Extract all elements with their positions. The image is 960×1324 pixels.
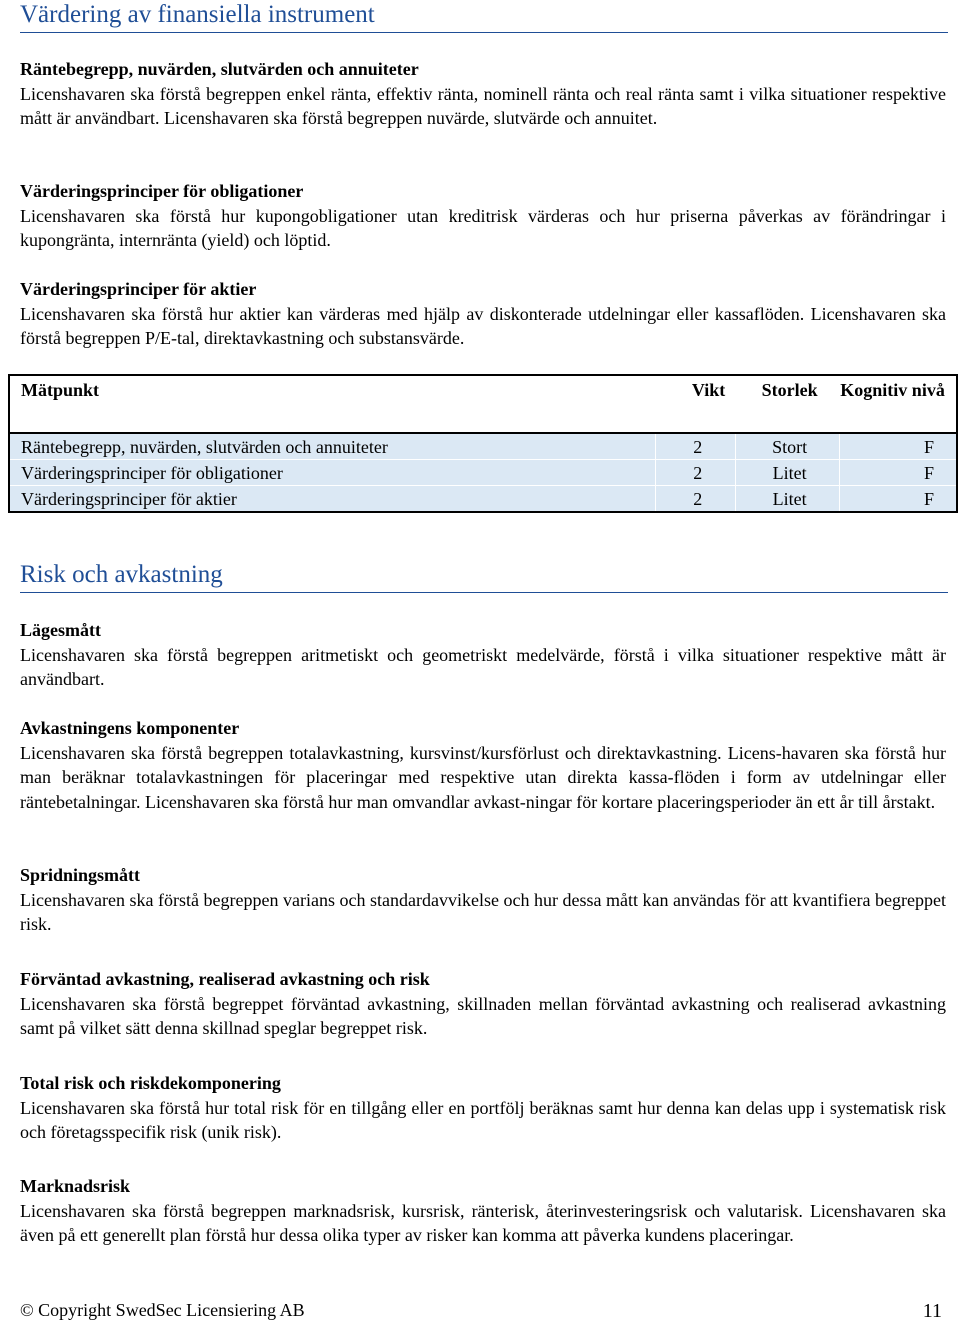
block-heading: Lägesmått xyxy=(20,620,101,640)
table-header-row xyxy=(9,375,957,433)
block-central-tendency xyxy=(20,618,946,692)
block-heading: Marknadsrisk xyxy=(20,1176,131,1196)
block-bond-valuation xyxy=(20,179,946,253)
cell-niva: F xyxy=(839,486,957,513)
header-matpunkt: Mätpunkt xyxy=(9,375,655,433)
block-text: Licenshavaren ska förstå begreppen enkel ränta, effektiv ränta, nominell ränta och real ränta samt i vilka situationer respektive mått är användbart. Licenshavaren ska förstå begreppen nuvärde, slutvärde och annuitet. xyxy=(20,83,946,128)
block-stock-valuation xyxy=(20,277,946,351)
header-storlek: Storlek xyxy=(735,375,839,433)
block-return-components xyxy=(20,716,946,814)
cell-storlek: Litet xyxy=(735,460,839,486)
cell-matpunkt: Värderingsprinciper för aktier xyxy=(9,486,655,513)
block-market-risk xyxy=(20,1174,946,1248)
block-heading: Spridningsmått xyxy=(20,865,141,885)
block-text: Licenshavaren ska förstå begreppen marknadsrisk, kursrisk, ränterisk, återinvesteringsrisk och valutarisk. Licenshavaren ska även på ett generellt plan förstå hur dessa olika typer av risker kan komma att påverka kundens placeringar. xyxy=(20,1200,946,1245)
cell-storlek: Litet xyxy=(735,486,839,513)
cell-vikt: 2 xyxy=(655,460,735,486)
block-total-risk xyxy=(20,1071,946,1145)
cell-storlek: Stort xyxy=(735,433,839,460)
block-text: Licenshavaren ska förstå begreppet förväntad avkastning, skillnaden mellan förväntad avkastning och realiserad avkastning samt på vilket sätt denna skillnad speglar begreppet risk. xyxy=(20,993,946,1038)
block-dispersion xyxy=(20,863,946,937)
block-heading: Räntebegrepp, nuvärden, slutvärden och annuiteter xyxy=(20,59,419,79)
block-text: Licenshavaren ska förstå begreppen varians och standardavvikelse och hur dessa mått kan användas för att kvantifiera begreppet risk. xyxy=(20,889,946,934)
block-text: Licenshavaren ska förstå hur aktier kan värderas med hjälp av diskonterade utdelningar eller kassaflöden. Licenshavaren ska förstå begreppen P/E-tal, direktavkastning och substansvärde. xyxy=(20,303,946,348)
header-vikt: Vikt xyxy=(655,375,735,433)
cell-matpunkt: Räntebegrepp, nuvärden, slutvärden och annuiteter xyxy=(9,433,655,460)
block-heading: Värderingsprinciper för aktier xyxy=(20,279,257,299)
block-text: Licenshavaren ska förstå begreppen totalavkastning, kursvinst/kursförlust och direktavkastning. Licens-havaren ska förstå hur man beräknar totalavkastningen för placeringar med respektive utan direkta kassa-flöden i form av utdelningar eller räntebetalningar. Licenshavaren ska förstå hur man omvandlar avkast-ningar för kortare placeringsperioder än ett år till årstakt. xyxy=(20,742,946,812)
section-title-valuation: Värdering av finansiella instrument xyxy=(20,0,948,33)
header-kognitiv-niva: Kognitiv nivå xyxy=(839,375,957,433)
cell-niva: F xyxy=(839,433,957,460)
table-row xyxy=(9,486,957,513)
cell-vikt: 2 xyxy=(655,486,735,513)
cell-niva: F xyxy=(839,460,957,486)
block-text: Licenshavaren ska förstå hur kupongobligationer utan kreditrisk värderas och hur priserna påverkas av förändringar i kupongränta, internränta (yield) och löptid. xyxy=(20,205,946,250)
block-heading: Avkastningens komponenter xyxy=(20,718,240,738)
block-text: Licenshavaren ska förstå begreppen aritmetiskt och geometriskt medelvärde, förstå i vilka situationer respektive mått är användbart. xyxy=(20,644,946,689)
block-text: Licenshavaren ska förstå hur total risk för en tillgång eller en portfölj beräknas samt hur denna kan delas upp i systematisk risk och företagsspecifik risk (unik risk). xyxy=(20,1097,946,1142)
page-number: 11 xyxy=(922,1300,942,1322)
block-heading: Förväntad avkastning, realiserad avkastning och risk xyxy=(20,969,430,989)
measurement-table xyxy=(8,374,958,513)
block-interest-concepts xyxy=(20,57,946,131)
block-heading: Värderingsprinciper för obligationer xyxy=(20,181,304,201)
cell-vikt: 2 xyxy=(655,433,735,460)
cell-matpunkt: Värderingsprinciper för obligationer xyxy=(9,460,655,486)
section-title-risk-return: Risk och avkastning xyxy=(20,560,948,593)
table-row xyxy=(9,460,957,486)
table-row xyxy=(9,433,957,460)
block-heading: Total risk och riskdekomponering xyxy=(20,1073,281,1093)
block-expected-return xyxy=(20,967,946,1041)
footer-copyright: © Copyright SwedSec Licensiering AB xyxy=(20,1300,305,1320)
